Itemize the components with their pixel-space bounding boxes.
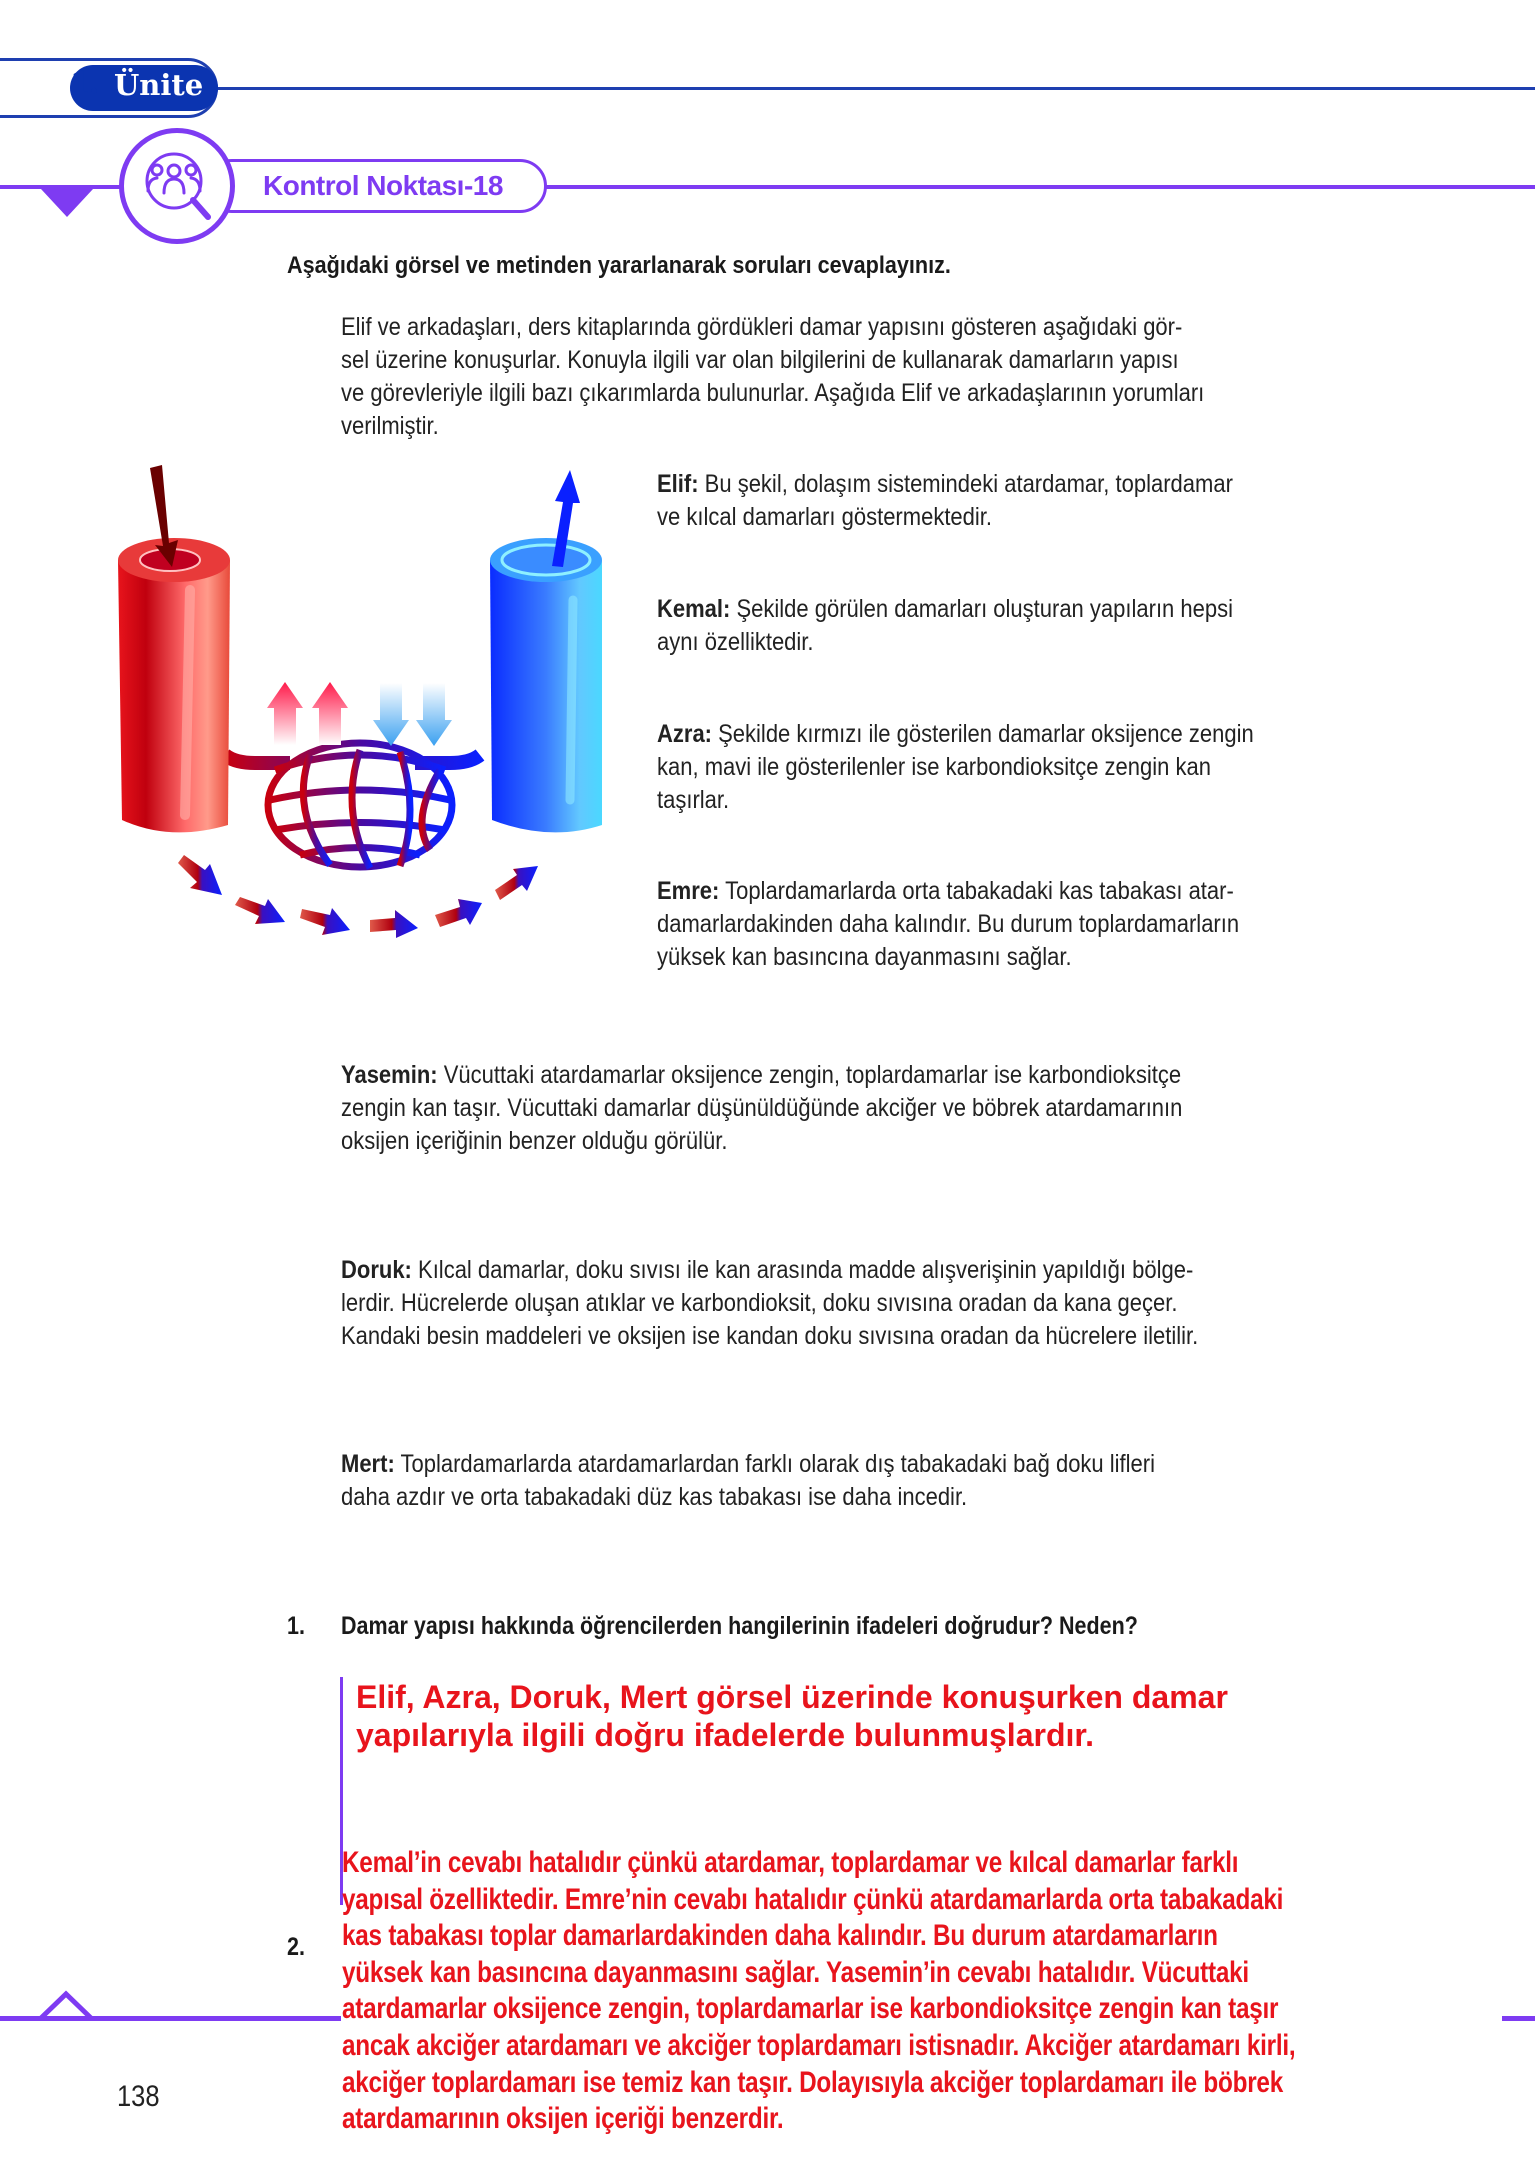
comment-elif	[657, 468, 1233, 534]
comment-mert	[341, 1448, 1155, 1514]
speaker-name: Elif:	[657, 470, 699, 498]
unit-label: Ünite	[114, 68, 204, 102]
speaker-name: Mert:	[341, 1450, 395, 1478]
comment-text: zengin kan taşır. Vücuttaki damarlar düşünüldüğünde akciğer ve böbrek atardamarının	[341, 1094, 1183, 1122]
question-1-number: 1.	[287, 1612, 305, 1640]
people-magnifier-icon	[119, 128, 235, 244]
question-2-number: 2.	[287, 1933, 305, 1961]
intro-line: verilmiştir.	[341, 412, 439, 440]
comment-text: kan, mavi ile gösterilenler ise karbondioksitçe zengin kan	[657, 753, 1211, 781]
comment-text: Kılcal damarlar, doku sıvısı ile kan arasında madde alışverişinin yapıldığı bölge-	[418, 1256, 1194, 1284]
comment-line	[657, 468, 1233, 501]
comment-yasemin	[341, 1059, 1182, 1158]
answer-line: kas tabakası toplar damarlardakinden daha kalındır. Bu durum atardamarların	[342, 1919, 1218, 1953]
answer-2[interactable]	[342, 1845, 1295, 2138]
comment-text: Vücuttaki atardamarlar oksijence zengin, toplardamarlar ise karbondioksitçe	[443, 1061, 1182, 1089]
comment-line	[341, 1254, 1198, 1287]
comment-emre	[657, 875, 1239, 974]
intro-line: sel üzerine konuşurlar. Konuyla ilgili var olan bilgilerini de kullanarak damarların yapısı	[341, 346, 1179, 374]
intro-line: ve görevleriyle ilgili bazı çıkarımlarda bulunurlar. Aşağıda Elif ve arkadaşlarının yorumları	[341, 379, 1205, 407]
comment-line	[341, 1059, 1182, 1092]
triangle-marker	[41, 189, 93, 217]
comment-text: Toplardamarlarda atardamarlardan farklı olarak dış tabakadaki bağ doku lifleri	[400, 1450, 1156, 1478]
unit-header-line	[210, 87, 1535, 90]
answer-line: Elif, Azra, Doruk, Mert görsel üzerinde konuşurken damar	[356, 1679, 1228, 1715]
comment-line	[657, 718, 1254, 751]
comment-kemal	[657, 593, 1233, 659]
answer-1[interactable]	[356, 1678, 1228, 1754]
comment-text: lerdir. Hücrelerde oluşan atıklar ve karbondioksit, doku sıvısına oradan da kana geçer.	[341, 1289, 1178, 1317]
comment-line	[657, 875, 1239, 908]
comment-text: Şekilde kırmızı ile gösterilen damarlar oksijence zengin	[718, 720, 1254, 748]
speaker-name: Doruk:	[341, 1256, 412, 1284]
speaker-name: Emre:	[657, 877, 720, 905]
footer-line-right	[1502, 2016, 1535, 2021]
comment-text: Şekilde görülen damarları oluşturan yapıların hepsi	[736, 595, 1234, 623]
speaker-name: Yasemin:	[341, 1061, 438, 1089]
answer-line: yapılarıyla ilgili doğru ifadelerde bulunmuşlardır.	[356, 1717, 1094, 1753]
answer-line: yapısal özelliktedir. Emre’nin cevabı hatalıdır çünkü atardamarlarda orta tabakadaki	[342, 1882, 1284, 1916]
answer-line: atardamarının oksijen içeriği benzerdir.	[342, 2102, 784, 2136]
answer-line: atardamarlar oksijence zengin, toplardamarlar ise karbondioksitçe zengin kan taşır	[342, 1992, 1279, 2026]
comment-azra	[657, 718, 1254, 817]
comment-line	[341, 1448, 1155, 1481]
comment-text: Kandaki besin maddeleri ve oksijen ise kandan doku sıvısına oradan da hücrelere iletilir.	[341, 1322, 1199, 1350]
unit-number: 1.	[70, 66, 98, 101]
comment-text: Bu şekil, dolaşım sistemindeki atardamar, toplardamar	[704, 470, 1233, 498]
blood-vessels-illustration	[100, 440, 620, 980]
comment-doruk	[341, 1254, 1198, 1353]
speaker-name: Azra:	[657, 720, 713, 748]
answer-line: ancak akciğer atardamarı ve akciğer toplardamarı istisnadır. Akciğer atardamarı kirli,	[342, 2028, 1296, 2062]
comment-text: aynı özelliktedir.	[657, 628, 814, 656]
question-1-text: Damar yapısı hakkında öğrencilerden hangilerinin ifadeleri doğrudur? Neden?	[341, 1612, 1138, 1640]
answer-line: akciğer toplardamarı ise temiz kan taşır. Dolayısıyla akciğer toplardamarı ile böbrek	[342, 2065, 1283, 2099]
comment-text: oksijen içeriğinin benzer olduğu görülür.	[341, 1127, 728, 1155]
comment-text: Toplardamarlarda orta tabakadaki kas tabakası atar-	[725, 877, 1234, 905]
instruction-text: Aşağıdaki görsel ve metinden yararlanarak soruları cevaplayınız.	[287, 252, 951, 279]
page-number: 138	[117, 2080, 160, 2113]
answer-line: Kemal’in cevabı hatalıdır çünkü atardamar, toplardamar ve kılcal damarlar farklı	[342, 1846, 1239, 1879]
comment-text: damarlardakinden daha kalındır. Bu durum toplardamarların	[657, 910, 1240, 938]
answer-line: yüksek kan basıncına dayanmasını sağlar. Yasemin’in cevabı hatalıdır. Vücuttaki	[342, 1955, 1249, 1989]
intro-line: Elif ve arkadaşları, ders kitaplarında gördükleri damar yapısını gösteren aşağıdaki gör-	[341, 313, 1183, 341]
intro-paragraph	[341, 311, 1204, 443]
footer-peak-marker	[38, 1990, 98, 2022]
speaker-name: Kemal:	[657, 595, 731, 623]
comment-line	[657, 593, 1233, 626]
comment-text: daha azdır ve orta tabakadaki düz kas tabakası ise daha incedir.	[341, 1483, 968, 1511]
comment-text: ve kılcal damarları göstermektedir.	[657, 503, 993, 531]
section-title: Kontrol Noktası-18	[263, 170, 503, 201]
comment-text: taşırlar.	[657, 786, 730, 814]
comment-text: yüksek kan basıncına dayanmasını sağlar.	[657, 943, 1072, 971]
